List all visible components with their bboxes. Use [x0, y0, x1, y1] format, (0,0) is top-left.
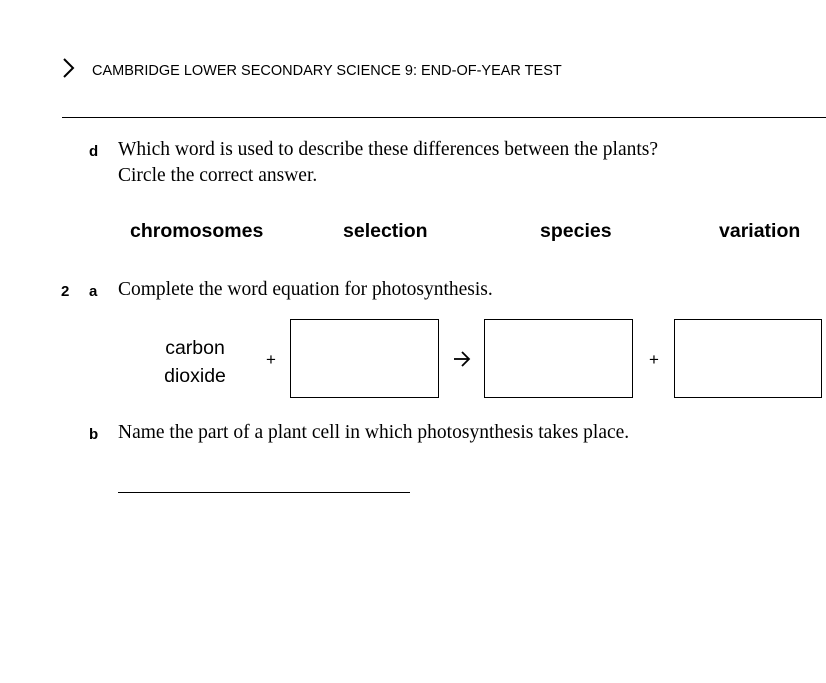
answer-line[interactable] [118, 492, 410, 493]
question-2-number: 2 [61, 283, 70, 300]
answer-option-selection[interactable]: selection [343, 220, 428, 242]
answer-option-species[interactable]: species [540, 220, 612, 242]
question-d-instruction: Circle the correct answer. [118, 165, 318, 186]
header-divider [62, 117, 826, 118]
equation-answer-box-2[interactable] [484, 319, 633, 398]
right-arrow-icon [452, 350, 472, 368]
plus-sign-2: + [649, 350, 659, 369]
plus-sign-1: + [266, 350, 276, 369]
answer-option-chromosomes[interactable]: chromosomes [130, 220, 264, 242]
question-2b-text: Name the part of a plant cell in which photosynthesis takes place. [118, 422, 630, 443]
equation-answer-box-1[interactable] [290, 319, 439, 398]
question-2a-letter: a [89, 283, 98, 300]
reactant-line-1: carbon [165, 337, 225, 359]
reactant-line-2: dioxide [164, 365, 226, 387]
chevron-right-icon [58, 56, 78, 80]
question-2b-letter: b [89, 426, 99, 443]
test-header-title: CAMBRIDGE LOWER SECONDARY SCIENCE 9: END-OF-YEAR TEST [92, 63, 562, 79]
question-d-text: Which word is used to describe these differences between the plants? [118, 139, 659, 160]
equation-answer-box-3[interactable] [674, 319, 822, 398]
answer-option-variation[interactable]: variation [719, 220, 801, 242]
equation-reactant-carbon-dioxide [150, 334, 240, 390]
question-2a-text: Complete the word equation for photosynthesis. [118, 279, 493, 300]
question-d-letter: d [89, 143, 99, 160]
